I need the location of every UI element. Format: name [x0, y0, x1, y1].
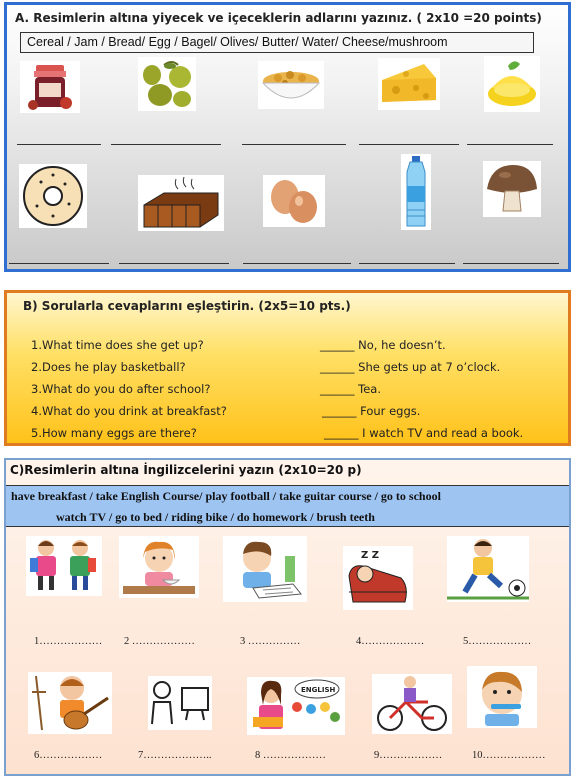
section-c-title: C)Resimlerin altına İngilizcelerini yazın (2x10=20 p) — [10, 463, 362, 477]
answer-line[interactable] — [359, 144, 459, 145]
answer-blank-7[interactable]: 7……………….. — [138, 750, 212, 761]
answer-3[interactable]: ______ Tea. — [320, 382, 382, 396]
question-5: 5.How many eggs are there? — [31, 426, 197, 440]
bagel-icon — [19, 164, 87, 228]
word-bank-line-2: watch TV / go to bed / riding bike / do homework / brush teeth — [56, 510, 375, 524]
section-c-activities — [4, 458, 571, 776]
answer-5[interactable]: ______ I watch TV and read a book. — [324, 426, 524, 440]
question-4: 4.What do you drink at breakfast? — [31, 404, 227, 418]
kids-going-to-school-icon — [26, 536, 102, 596]
answer-line[interactable] — [119, 263, 229, 264]
jam-jar-icon — [20, 61, 80, 113]
section-b-matching — [4, 290, 571, 446]
answer-1[interactable]: ______ No, he doesn’t. — [320, 338, 446, 352]
answer-blank-6[interactable]: 6……………… — [34, 750, 103, 761]
answer-blank-5[interactable]: 5……………… — [463, 636, 532, 647]
question-2: 2.Does he play basketball? — [31, 360, 186, 374]
section-c-word-bank — [6, 485, 569, 527]
watching-tv-icon — [148, 676, 212, 730]
answer-blank-4[interactable]: 4……………… — [356, 636, 425, 647]
answer-2[interactable]: ______ She gets up at 7 o’clock. — [320, 360, 501, 374]
svg-text:Z Z: Z Z — [361, 550, 379, 561]
answer-line[interactable] — [17, 144, 101, 145]
cereal-bowl-icon — [258, 61, 324, 109]
answer-blank-2[interactable]: 2 ……………… — [124, 636, 195, 647]
answer-line[interactable] — [242, 144, 346, 145]
boy-riding-bike-icon — [372, 674, 452, 734]
answer-line[interactable] — [9, 263, 109, 264]
svg-text:ENGLISH: ENGLISH — [301, 686, 336, 694]
question-3: 3.What do you do after school? — [31, 382, 211, 396]
olives-icon — [138, 57, 196, 111]
answer-line[interactable] — [111, 144, 221, 145]
mushroom-icon — [483, 161, 541, 217]
question-1: 1.What time does she get up? — [31, 338, 204, 352]
answer-4[interactable]: ______ Four eggs. — [322, 404, 421, 418]
bread-loaf-icon — [138, 175, 224, 231]
answer-blank-8[interactable]: 8 ……………… — [255, 750, 326, 761]
answer-blank-9[interactable]: 9……………… — [374, 750, 443, 761]
answer-blank-3[interactable]: 3 …………… — [240, 636, 301, 647]
section-a-food-names — [4, 2, 571, 272]
butter-icon — [484, 56, 540, 112]
answer-line[interactable] — [463, 263, 559, 264]
answer-line[interactable] — [359, 263, 455, 264]
word-bank-line-1: have breakfast / take English Course/ play football / take guitar course / go to school — [11, 489, 441, 503]
girl-having-breakfast-icon — [119, 536, 199, 598]
answer-blank-10[interactable]: 10……………… — [472, 750, 546, 761]
water-bottle-icon — [401, 154, 431, 230]
boy-brushing-teeth-icon — [467, 666, 537, 728]
cheese-icon — [378, 58, 440, 110]
answer-line[interactable] — [467, 144, 553, 145]
boy-playing-football-icon — [447, 536, 529, 602]
section-a-title: A. Resimlerin altına yiyecek ve içeceklerin adlarını yazınız. ( 2x10 =20 points) — [15, 11, 542, 25]
boy-sleeping-icon — [343, 546, 413, 610]
boy-doing-homework-icon — [223, 536, 307, 602]
answer-line[interactable] — [243, 263, 351, 264]
girl-english-course-icon — [247, 677, 345, 735]
answer-blank-1[interactable]: 1……………… — [34, 636, 103, 647]
section-a-word-bank: Cereal / Jam / Bread/ Egg / Bagel/ Olives/ Butter/ Water/ Cheese/mushroom — [20, 32, 534, 53]
boy-playing-guitar-icon — [28, 672, 112, 734]
eggs-icon — [263, 175, 325, 227]
section-b-title: B) Sorularla cevaplarını eşleştirin. (2x5=10 pts.) — [23, 299, 351, 313]
